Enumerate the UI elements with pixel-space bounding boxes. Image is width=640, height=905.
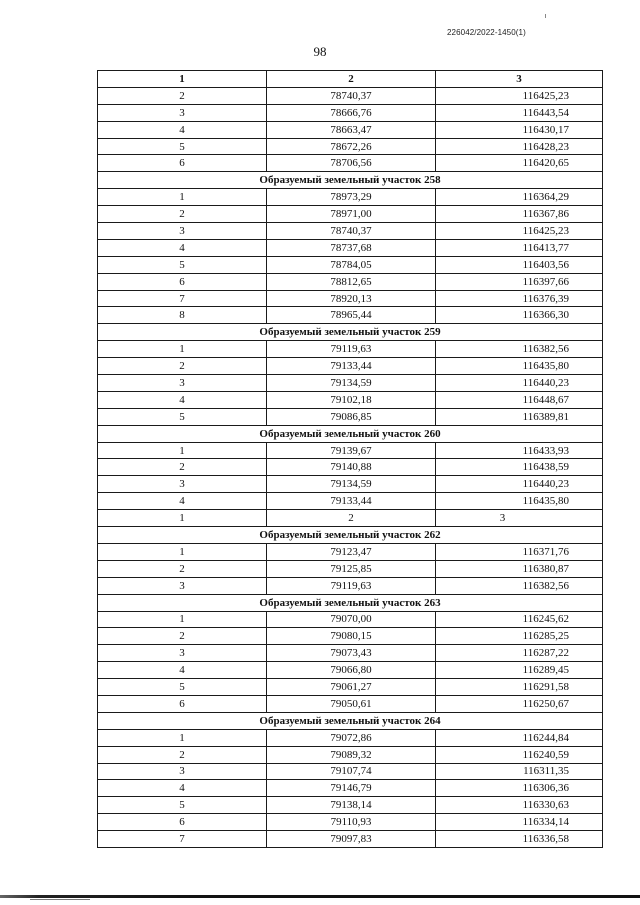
- coordinate-y: 116397,66: [436, 273, 603, 290]
- table-row: [98, 780, 603, 797]
- page-number: 98: [313, 44, 327, 59]
- coordinate-x: 79140,88: [267, 459, 436, 476]
- table-row: [98, 273, 603, 290]
- coordinate-x: 79061,27: [267, 679, 436, 696]
- coordinate-x: 79133,44: [267, 493, 436, 510]
- table-row: [98, 543, 603, 560]
- table-row: [98, 104, 603, 121]
- point-number: 4: [98, 391, 267, 408]
- point-number: 1: [98, 729, 267, 746]
- table-row: [98, 831, 603, 848]
- coordinate-x: 79110,93: [267, 814, 436, 831]
- coordinate-x: 79107,74: [267, 763, 436, 780]
- table-row: [98, 206, 603, 223]
- coordinate-y: 116389,81: [436, 408, 603, 425]
- section-heading-row: [98, 172, 603, 189]
- point-number: 4: [98, 493, 267, 510]
- point-number: 3: [98, 223, 267, 240]
- scan-mark: [545, 14, 546, 18]
- table-row: [98, 510, 603, 527]
- coordinate-x: 78965,44: [267, 307, 436, 324]
- table-row: [98, 645, 603, 662]
- table-row: [98, 814, 603, 831]
- coordinate-x: 79138,14: [267, 797, 436, 814]
- coordinate-y: 116244,84: [436, 729, 603, 746]
- table-row: [98, 256, 603, 273]
- section-heading: Образуемый земельный участок 259: [98, 324, 603, 341]
- table-row: [98, 560, 603, 577]
- section-heading: Образуемый земельный участок 262: [98, 527, 603, 544]
- section-heading: Образуемый земельный участок 264: [98, 712, 603, 729]
- coordinate-x: 2: [267, 510, 436, 527]
- coordinate-y: 116367,86: [436, 206, 603, 223]
- table-row: [98, 189, 603, 206]
- coordinate-y: 116285,25: [436, 628, 603, 645]
- coordinate-y: 116336,58: [436, 831, 603, 848]
- coordinate-x: 79086,85: [267, 408, 436, 425]
- section-heading-row: [98, 425, 603, 442]
- coordinate-x: 79134,59: [267, 375, 436, 392]
- table-row: [98, 746, 603, 763]
- coordinate-y: 116245,62: [436, 611, 603, 628]
- point-number: 4: [98, 662, 267, 679]
- table-row: [98, 493, 603, 510]
- table-row: [98, 223, 603, 240]
- table-row: [98, 290, 603, 307]
- coordinate-x: 79089,32: [267, 746, 436, 763]
- coordinate-y: 116443,54: [436, 104, 603, 121]
- table-row: [98, 577, 603, 594]
- point-number: 1: [98, 341, 267, 358]
- coordinate-x: 79080,15: [267, 628, 436, 645]
- coordinate-x: 78971,00: [267, 206, 436, 223]
- coordinate-x: 78706,56: [267, 155, 436, 172]
- coordinate-x: 78784,05: [267, 256, 436, 273]
- point-number: 5: [98, 408, 267, 425]
- point-number: 2: [98, 560, 267, 577]
- coordinate-x: 78666,76: [267, 104, 436, 121]
- table-row: [98, 476, 603, 493]
- scan-footer-line-thin: [30, 899, 90, 900]
- point-number: 2: [98, 358, 267, 375]
- coordinate-x: 79123,47: [267, 543, 436, 560]
- point-number: 6: [98, 814, 267, 831]
- point-number: 2: [98, 459, 267, 476]
- coordinate-y: 116364,29: [436, 189, 603, 206]
- coordinate-y: 116425,23: [436, 87, 603, 104]
- coordinate-y: 116330,63: [436, 797, 603, 814]
- coordinate-x: 78812,65: [267, 273, 436, 290]
- coordinate-y: 116366,30: [436, 307, 603, 324]
- header-col-3: 3: [436, 71, 603, 88]
- coordinate-y: 116382,56: [436, 341, 603, 358]
- coordinate-x: 79119,63: [267, 577, 436, 594]
- point-number: 2: [98, 628, 267, 645]
- point-number: 3: [98, 375, 267, 392]
- header-col-1: 1: [98, 71, 267, 88]
- point-number: 7: [98, 290, 267, 307]
- coordinate-y: 116289,45: [436, 662, 603, 679]
- point-number: 1: [98, 543, 267, 560]
- coordinate-y: 116382,56: [436, 577, 603, 594]
- point-number: 5: [98, 797, 267, 814]
- point-number: 6: [98, 155, 267, 172]
- coordinate-y: 116403,56: [436, 256, 603, 273]
- coordinate-x: 79066,80: [267, 662, 436, 679]
- coordinate-y: 116311,35: [436, 763, 603, 780]
- point-number: 1: [98, 611, 267, 628]
- point-number: 7: [98, 831, 267, 848]
- coordinate-x: 79134,59: [267, 476, 436, 493]
- coordinate-x: 79102,18: [267, 391, 436, 408]
- point-number: 3: [98, 577, 267, 594]
- coordinate-y: 3: [436, 510, 603, 527]
- table-row: [98, 138, 603, 155]
- table-row: [98, 459, 603, 476]
- point-number: 3: [98, 104, 267, 121]
- table-row: [98, 679, 603, 696]
- coordinate-x: 78920,13: [267, 290, 436, 307]
- section-heading: Образуемый земельный участок 263: [98, 594, 603, 611]
- table-row: [98, 797, 603, 814]
- point-number: 8: [98, 307, 267, 324]
- coordinate-x: 79072,86: [267, 729, 436, 746]
- point-number: 5: [98, 256, 267, 273]
- header-col-2: 2: [267, 71, 436, 88]
- coordinate-x: 78973,29: [267, 189, 436, 206]
- coordinate-x: 79146,79: [267, 780, 436, 797]
- point-number: 1: [98, 189, 267, 206]
- point-number: 4: [98, 780, 267, 797]
- table-row: [98, 375, 603, 392]
- point-number: 3: [98, 645, 267, 662]
- table-row: [98, 611, 603, 628]
- table-row: [98, 121, 603, 138]
- section-heading-row: [98, 712, 603, 729]
- coordinate-y: 116438,59: [436, 459, 603, 476]
- section-heading: Образуемый земельный участок 258: [98, 172, 603, 189]
- coordinate-x: 78672,26: [267, 138, 436, 155]
- point-number: 3: [98, 763, 267, 780]
- coordinate-y: 116440,23: [436, 375, 603, 392]
- point-number: 1: [98, 442, 267, 459]
- point-number: 4: [98, 239, 267, 256]
- coordinate-x: 79097,83: [267, 831, 436, 848]
- coordinate-y: 116413,77: [436, 239, 603, 256]
- table-row: [98, 408, 603, 425]
- coordinate-x: 78740,37: [267, 87, 436, 104]
- coordinate-x: 79133,44: [267, 358, 436, 375]
- table-row: [98, 628, 603, 645]
- table-row: [98, 763, 603, 780]
- coordinate-y: 116371,76: [436, 543, 603, 560]
- table-row: [98, 695, 603, 712]
- coordinate-y: 116287,22: [436, 645, 603, 662]
- coordinates-table: [97, 70, 603, 848]
- coordinate-y: 116425,23: [436, 223, 603, 240]
- coordinate-y: 116448,67: [436, 391, 603, 408]
- point-number: 2: [98, 87, 267, 104]
- coordinate-x: 79139,67: [267, 442, 436, 459]
- coordinate-y: 116291,58: [436, 679, 603, 696]
- point-number: 4: [98, 121, 267, 138]
- table-row: [98, 87, 603, 104]
- coordinate-y: 116435,80: [436, 358, 603, 375]
- table-row: [98, 442, 603, 459]
- coordinate-y: 116433,93: [436, 442, 603, 459]
- coordinate-x: 79070,00: [267, 611, 436, 628]
- point-number: 5: [98, 679, 267, 696]
- point-number: 5: [98, 138, 267, 155]
- point-number: 6: [98, 695, 267, 712]
- coordinate-y: 116334,14: [436, 814, 603, 831]
- section-heading: Образуемый земельный участок 260: [98, 425, 603, 442]
- scan-footer-line: [0, 895, 640, 898]
- table-row: [98, 155, 603, 172]
- table-row: [98, 307, 603, 324]
- section-heading-row: [98, 527, 603, 544]
- coordinates-table-body: [98, 71, 603, 848]
- coordinate-y: 116440,23: [436, 476, 603, 493]
- coordinate-y: 116428,23: [436, 138, 603, 155]
- coordinate-x: 79073,43: [267, 645, 436, 662]
- coordinate-x: 78737,68: [267, 239, 436, 256]
- section-heading-row: [98, 594, 603, 611]
- coordinate-y: 116380,87: [436, 560, 603, 577]
- coordinate-y: 116240,59: [436, 746, 603, 763]
- coordinate-x: 78740,37: [267, 223, 436, 240]
- coordinate-x: 79119,63: [267, 341, 436, 358]
- coordinate-y: 116376,39: [436, 290, 603, 307]
- coordinate-y: 116435,80: [436, 493, 603, 510]
- coordinate-y: 116306,36: [436, 780, 603, 797]
- coordinate-x: 78663,47: [267, 121, 436, 138]
- point-number: 2: [98, 746, 267, 763]
- table-row: [98, 729, 603, 746]
- table-row: [98, 391, 603, 408]
- coordinate-y: 116250,67: [436, 695, 603, 712]
- coordinate-x: 79125,85: [267, 560, 436, 577]
- document-id: 226042/2022-1450(1): [447, 28, 526, 37]
- point-number: 1: [98, 510, 267, 527]
- point-number: 2: [98, 206, 267, 223]
- point-number: 6: [98, 273, 267, 290]
- coordinate-x: 79050,61: [267, 695, 436, 712]
- table-row: [98, 358, 603, 375]
- coordinate-y: 116420,65: [436, 155, 603, 172]
- table-row: [98, 662, 603, 679]
- table-header-row: [98, 71, 603, 88]
- section-heading-row: [98, 324, 603, 341]
- table-row: [98, 341, 603, 358]
- point-number: 3: [98, 476, 267, 493]
- table-row: [98, 239, 603, 256]
- coordinate-y: 116430,17: [436, 121, 603, 138]
